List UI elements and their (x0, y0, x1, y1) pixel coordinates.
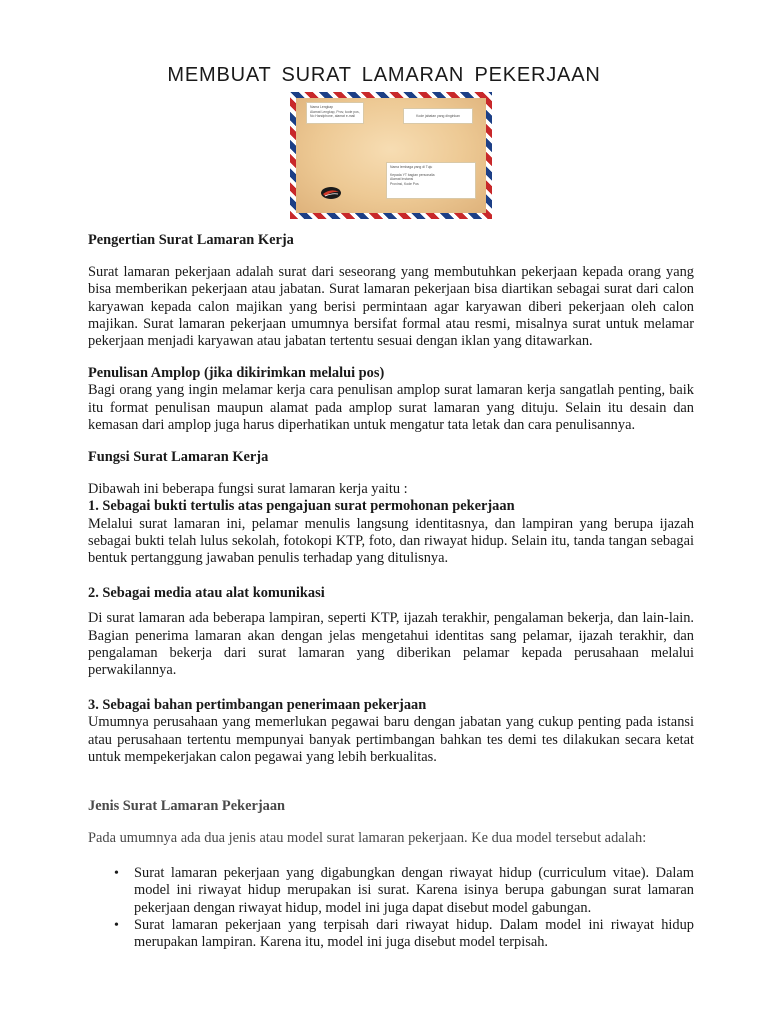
bullet-icon: • (114, 866, 119, 882)
envelope-sender-line: Nama Lengkap (310, 105, 333, 109)
envelope-body (296, 98, 486, 213)
paragraph-amplop: Bagi orang yang ingin melamar kerja cara penulisan amplop surat lamaran kerja sangatlah penting, baik itu format penulisan maupun alamat pada amplop surat lamaran yang dituju. Selain itu desain dan kemasan dari amplop juga harus diperhatikan untuk mengatur tata letak dan cara penulisannya. (88, 382, 694, 433)
heading-pengertian: Pengertian Surat Lamaran Kerja (88, 232, 294, 248)
envelope-stamp-label (403, 108, 473, 124)
envelope-recipient-line: Provinsi, Kode Pos (390, 181, 419, 186)
heading-fungsi-1: 1. Sebagai bukti tertulis atas pengajuan surat permohonan pekerjaan (88, 498, 515, 515)
heading-jenis: Jenis Surat Lamaran Pekerjaan (88, 798, 286, 815)
page-title: MEMBUAT SURAT LAMARAN PEKERJAAN (167, 64, 601, 86)
postal-logo-icon (320, 186, 342, 200)
envelope-image (290, 92, 492, 219)
heading-amplop: Penulisan Amplop (jika dikirimkan melalui pos) (88, 365, 385, 382)
envelope-recipient-line: Kepada YT bagian personalia (390, 172, 435, 177)
paragraph-fungsi-2: Di surat lamaran ada beberapa lampiran, seperti KTP, ijazah terakhir, pengalaman bekerja, dan lain-lain. Bagian penerima lamaran akan dengan jelas mengetahui identitas sang pelamar, ijazah terakhir, dan pengalaman bekerja dari surat lamaran yang diberikan pelamar kepada perusahaan melalui perwakilannya. (88, 610, 694, 679)
list-item-text: Surat lamaran pekerjaan yang digabungkan dengan riwayat hidup (curriculum vitae). Dalam model ini riwayat hidup merupakan isi surat. Karena isinya berupa gabungan surat lamaran pekerjaan dengan riwayat hidup, model ini juga dapat disebut model gabungan. (134, 865, 694, 916)
paragraph-fungsi-1: Melalui surat lamaran ini, pelamar menulis langsung identitasnya, dan lampiran yang berupa ijazah sebagai bukti telah lulus sekolah, fotokopi KTP, foto, dan riwayat hidup. Selain itu, tanda tangan sebagai bentuk pertanggung jawaban penulis terhadap yang ditulisnya. (88, 515, 694, 567)
heading-fungsi: Fungsi Surat Lamaran Kerja (88, 449, 269, 466)
envelope-recipient-label (386, 162, 476, 199)
envelope-recipient-line: Alamat Instansi (390, 177, 414, 182)
bullet-icon: • (114, 917, 119, 933)
envelope-sender-line: Alamat Lengkap, Prov, kode pos, (310, 109, 360, 114)
paragraph-pengertian: Surat lamaran pekerjaan adalah surat dari seseorang yang membutuhkan pekerjaan kepada orang yang bisa memberikan pekerjaan atau jabatan. Surat lamaran pekerjaan bisa diartikan sebagai surat dari calon karyawan kepada calon majikan yang berisi permintaan agar karyawan diberi pekerjaan oleh calon majikan. Surat lamaran pekerjaan umumnya bersifat formal atau resmi, misalnya surat untuk melamar pekerjaan menjadi karyawan atau jabatan tertentu sesuai dengan iklan yang ditawarkan. (88, 264, 694, 350)
list-item-text: Surat lamaran pekerjaan yang terpisah dari riwayat hidup. Dalam model ini riwayat hidup merupakan lampiran. Karena itu, model ini juga disebut model terpisah. (134, 916, 694, 951)
envelope-sender-label (306, 102, 364, 124)
paragraph-fungsi-intro: Dibawah ini beberapa fungsi surat lamaran kerja yaitu : (88, 481, 408, 498)
jenis-list (88, 865, 694, 951)
envelope-sender-line: No Handphone, alamat e-mail (310, 114, 356, 119)
heading-fungsi-2: 2. Sebagai media atau alat komunikasi (88, 585, 325, 602)
envelope-stamp-text: Kode jabatan yang dinginkan (416, 114, 460, 118)
list-item (88, 865, 694, 917)
heading-fungsi-3: 3. Sebagai bahan pertimbangan penerimaan pekerjaan (88, 697, 427, 714)
document-body (88, 232, 694, 951)
paragraph-jenis-intro: Pada umumnya ada dua jenis atau model surat lamaran pekerjaan. Ke dua model tersebut adalah: (88, 830, 647, 847)
envelope-recipient-line: Nama lembaga yang di Tuju (390, 165, 433, 169)
list-item (88, 917, 694, 951)
paragraph-fungsi-3: Umumnya perusahaan yang memerlukan pegawai baru dengan jabatan yang cukup penting pada istansi atau perusahaan tertentu mempunyai banyak pertimbangan bahkan tes demi tes dilakukan secara ketat untuk mempekerjakan calon pegawai yang lebih berkualitas. (88, 714, 694, 765)
